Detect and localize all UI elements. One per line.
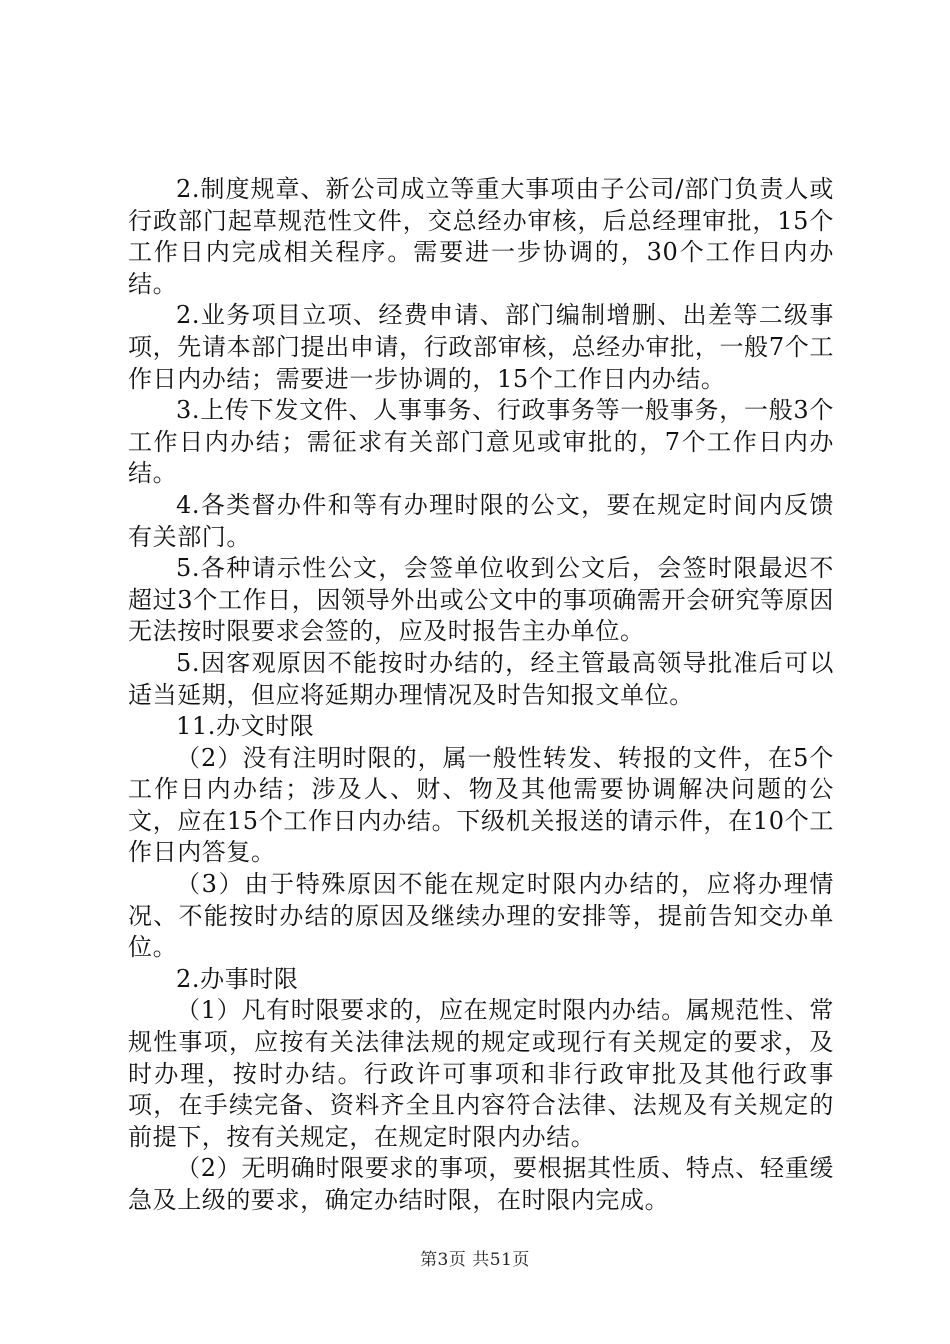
paragraph-special-reasons: （3）由于特殊原因不能在规定时限内办结的，应将办理情况、不能按时办结的原因及继续办理的安排等，提前告知交办单位。 [128, 870, 834, 962]
paragraph-general-matters: 3.上传下发文件、人事事务、行政事务等一般事务，一般3个工作日内办结；需征求有关部门意见或审批的，7个工作日内办结。 [128, 396, 834, 488]
paragraph-specified-time-limit: （1）凡有时限要求的，应在规定时限内办结。属规范性、常规性事项，应按有关法律法规的规定或现行有关规定的要求，及时办理，按时办结。行政许可事项和非行政审批及其他行政事项，在手续完备、资料齐全且内容符合法律、法规及有关规定的前提下，按有关规定，在规定时限内办结。 [128, 996, 834, 1151]
paragraph-unspecified-time-limit: （2）没有注明时限的，属一般性转发、转报的文件，在5个工作日内办结；涉及人、财、物及其他需要协调解决问题的公文，应在15个工作日内办结。下级机关报送的请示件，在10个工作日内答复。 [128, 743, 834, 867]
heading-business-time-limit: 2.办事时限 [176, 964, 299, 993]
paragraph-supervised-documents: 4.各类督办件和等有办理时限的公文，要在规定时间内反馈有关部门。 [128, 490, 834, 551]
document-body [128, 174, 834, 1217]
paragraph-request-documents: 5.各种请示性公文，会签单位收到公文后，会签时限最迟不超过3个工作日，因领导外出或公文中的事项确需开会研究等原因无法按时限要求会签的，应及时报告主办单位。 [128, 554, 834, 646]
paragraph-secondary-matters: 2.业务项目立项、经费申请、部门编制增删、出差等二级事项，先请本部门提出申请，行政部审核，总经办审批，一般7个工作日内办结；需要进一步协调的，15个工作日内办结。 [128, 301, 834, 393]
paragraph-no-explicit-time-limit: （2）无明确时限要求的事项，要根据其性质、特点、轻重缓急及上级的要求，确定办结时限，在时限内完成。 [128, 1154, 834, 1214]
page-number-footer: 第3页 共51页 [420, 1250, 530, 1270]
paragraph-extension: 5.因客观原因不能按时办结的，经主管最高领导批准后可以适当延期，但应将延期办理情况及时告知报文单位。 [128, 648, 834, 709]
heading-document-time-limit: 11.办文时限 [176, 712, 315, 741]
paragraph-major-matters: 2.制度规章、新公司成立等重大事项由子公司/部门负责人或行政部门起草规范性文件，交总经办审核，后总经理审批，15个工作日内完成相关程序。需要进一步协调的，30个工作日内办结。 [128, 175, 834, 298]
